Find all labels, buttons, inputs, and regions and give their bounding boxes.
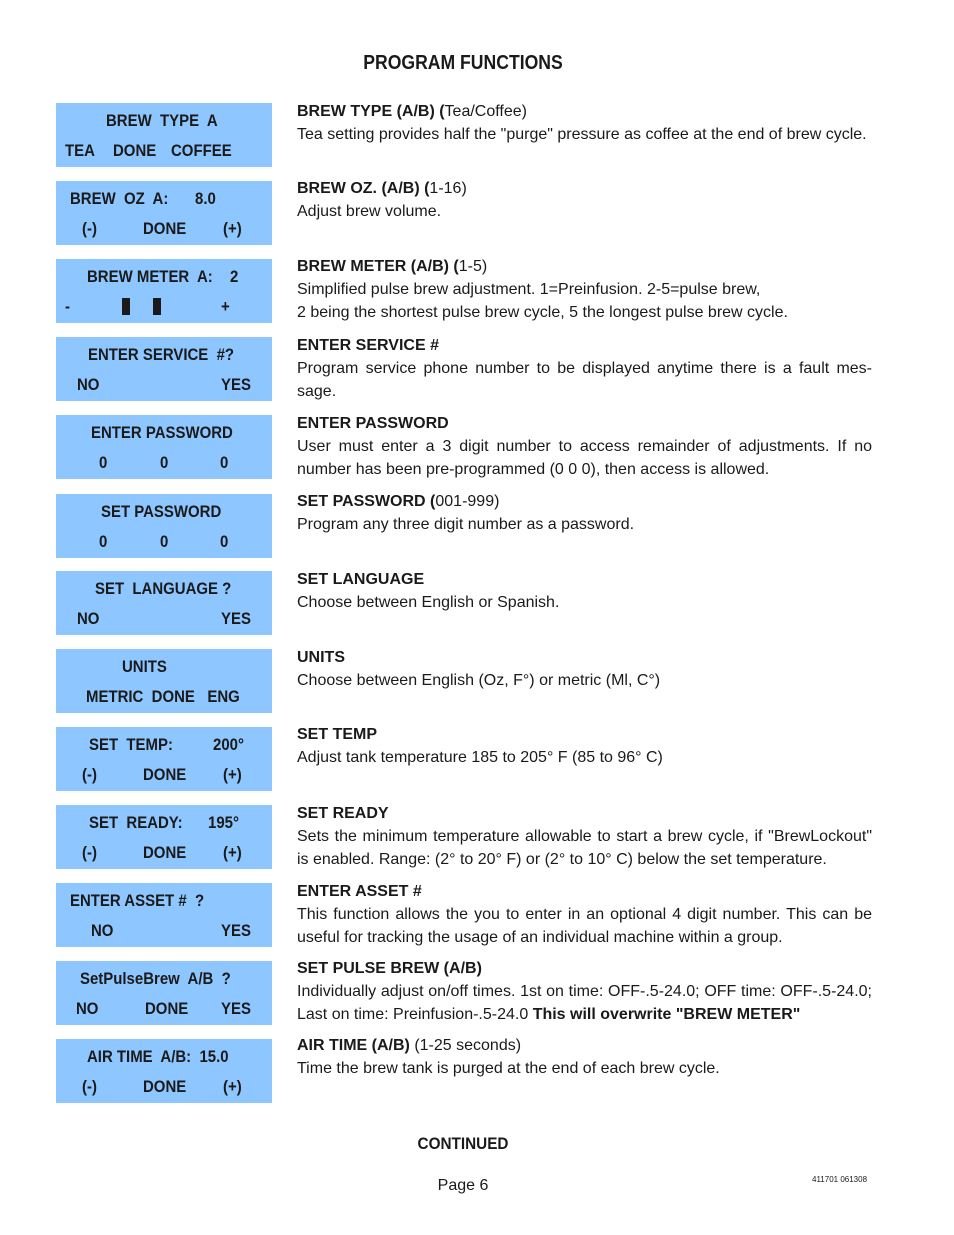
display-panel-brew-oz bbox=[56, 181, 272, 245]
password-digit-3: 0 bbox=[220, 532, 229, 551]
section-set-pulse-brew bbox=[297, 957, 872, 1026]
page-number: Page 6 bbox=[437, 1177, 489, 1194]
section-heading: AIR TIME (A/B) bbox=[297, 1037, 410, 1054]
section-set-language bbox=[297, 568, 872, 614]
panel-option-right: COFFEE bbox=[171, 141, 232, 160]
section-enter-service bbox=[297, 334, 872, 403]
panel-option-left: NO bbox=[76, 999, 99, 1018]
section-enter-asset bbox=[297, 880, 872, 949]
display-panel-brew-type bbox=[56, 103, 272, 167]
display-panel-set-pulse-brew bbox=[56, 961, 272, 1025]
panel-line1: ENTER ASSET # ? bbox=[70, 891, 205, 910]
panel-option-right: + bbox=[221, 297, 230, 316]
page-title: PROGRAM FUNCTIONS bbox=[363, 52, 563, 74]
panel-line1: BREW OZ A: bbox=[70, 189, 169, 208]
section-heading: SET PULSE BREW (A/B) bbox=[297, 960, 482, 977]
panel-line1: ENTER PASSWORD bbox=[91, 423, 233, 442]
panel-option-middle: DONE bbox=[143, 843, 187, 862]
password-digit-1: 0 bbox=[99, 453, 108, 472]
section-air-time bbox=[297, 1034, 872, 1080]
section-set-password bbox=[297, 490, 872, 536]
password-digit-2: 0 bbox=[160, 453, 169, 472]
password-digit-2: 0 bbox=[160, 532, 169, 551]
panel-line1: SET READY: bbox=[89, 813, 183, 832]
section-heading: ENTER SERVICE # bbox=[297, 337, 439, 354]
section-heading-note: 001-999) bbox=[435, 493, 500, 510]
display-panel-enter-password bbox=[56, 415, 272, 479]
section-body: Time the brew tank is purged at the end of each brew cycle. bbox=[297, 1060, 720, 1077]
panel-option-middle: DONE bbox=[113, 141, 157, 160]
panel-option-left: (-) bbox=[82, 1077, 97, 1096]
panel-option-left: NO bbox=[77, 375, 100, 394]
section-body: Adjust tank temperature 185 to 205° F (85 to 96° C) bbox=[297, 749, 663, 766]
panel-line1: SET PASSWORD bbox=[101, 502, 222, 521]
section-body-line2: 2 being the shortest pulse brew cycle, 5 the longest pulse brew cycle. bbox=[297, 304, 788, 321]
section-brew-oz bbox=[297, 177, 872, 223]
panel-value: 200° bbox=[213, 735, 244, 754]
section-heading: SET PASSWORD ( bbox=[297, 493, 436, 510]
section-heading: SET TEMP bbox=[297, 726, 378, 743]
section-body: Program any three digit number as a password. bbox=[297, 516, 635, 533]
panel-options: METRIC DONE ENG bbox=[86, 687, 240, 706]
section-body: User must enter a 3 digit number to access remainder of adjustments. If no number has been pre-programmed (0 0 0), then access is allowed. bbox=[297, 438, 872, 478]
panel-option-left: TEA bbox=[65, 141, 95, 160]
section-body: Simplified pulse brew adjustment. 1=Preinfusion. 2-5=pulse brew, bbox=[297, 281, 761, 298]
display-panel-brew-meter bbox=[56, 259, 272, 323]
section-heading: SET READY bbox=[297, 805, 389, 822]
section-body-text: Individually adjust on/off times. 1st on time: OFF-.5-24.0; OFF time: OFF-.5-24.0; Last on time: Preinfusion-.5-24.0 bbox=[297, 983, 872, 1023]
panel-option-left: (-) bbox=[82, 843, 97, 862]
panel-option-right: YES bbox=[221, 999, 251, 1018]
section-heading: BREW TYPE (A/B) ( bbox=[297, 103, 445, 120]
panel-value: 2 bbox=[230, 267, 239, 286]
section-body: Program service phone number to be displayed anytime there is a fault mes-sage. bbox=[297, 360, 872, 400]
section-heading: ENTER ASSET # bbox=[297, 883, 422, 900]
section-heading-note: 1-5) bbox=[458, 258, 488, 275]
panel-option-middle: DONE bbox=[143, 1077, 187, 1096]
section-heading: BREW OZ. (A/B) ( bbox=[297, 180, 430, 197]
panel-option-left: NO bbox=[77, 609, 100, 628]
display-panel-set-ready bbox=[56, 805, 272, 869]
panel-option-left: (-) bbox=[82, 219, 97, 238]
password-digit-1: 0 bbox=[99, 532, 108, 551]
section-body: Choose between English or Spanish. bbox=[297, 594, 560, 611]
panel-line1: ENTER SERVICE #? bbox=[88, 345, 235, 364]
panel-option-middle: DONE bbox=[143, 219, 187, 238]
meter-bar-block bbox=[122, 298, 130, 315]
panel-line1: SetPulseBrew A/B ? bbox=[80, 969, 231, 988]
section-heading: ENTER PASSWORD bbox=[297, 415, 449, 432]
panel-value: 8.0 bbox=[195, 189, 216, 208]
panel-line1: UNITS bbox=[122, 657, 167, 676]
section-body-note: This will overwrite "BREW METER" bbox=[532, 1006, 801, 1023]
continued-label: CONTINUED bbox=[417, 1134, 509, 1153]
panel-option-right: (+) bbox=[223, 1077, 242, 1096]
panel-option-left: (-) bbox=[82, 765, 97, 784]
display-panel-units bbox=[56, 649, 272, 713]
section-brew-type bbox=[297, 100, 872, 146]
section-heading: BREW METER (A/B) ( bbox=[297, 258, 459, 275]
panel-line1: AIR TIME A/B: 15.0 bbox=[87, 1047, 229, 1066]
panel-option-right: YES bbox=[221, 921, 251, 940]
section-heading: UNITS bbox=[297, 649, 345, 666]
section-body: Tea setting provides half the "purge" pressure as coffee at the end of brew cycle. bbox=[297, 126, 867, 143]
section-heading-note: Tea/Coffee) bbox=[444, 103, 527, 120]
section-body: Adjust brew volume. bbox=[297, 203, 442, 220]
panel-option-left: NO bbox=[91, 921, 114, 940]
section-heading: SET LANGUAGE bbox=[297, 571, 425, 588]
display-panel-enter-service bbox=[56, 337, 272, 401]
panel-option-middle: DONE bbox=[143, 765, 187, 784]
document-code: 411701 061308 bbox=[812, 1175, 868, 1184]
section-units bbox=[297, 646, 872, 692]
display-panel-enter-asset bbox=[56, 883, 272, 947]
meter-bar-block bbox=[153, 298, 161, 315]
section-body: Sets the minimum temperature allowable to start a brew cycle, if "BrewLockout" is enabled. Range: (2° to 20° F) or (2° to 10° C) below the set temperature. bbox=[297, 828, 872, 868]
panel-line1: SET TEMP: bbox=[89, 735, 173, 754]
panel-option-left: - bbox=[65, 297, 70, 316]
section-heading-note: (1-25 seconds) bbox=[409, 1037, 522, 1054]
panel-option-middle: DONE bbox=[145, 999, 189, 1018]
panel-line1: BREW TYPE A bbox=[106, 111, 218, 130]
section-body bbox=[297, 980, 872, 1026]
section-body: This function allows the you to enter in an optional 4 digit number. This can be useful for tracking the usage of an individual machine within a group. bbox=[297, 906, 872, 946]
display-panel-set-temp bbox=[56, 727, 272, 791]
section-enter-password bbox=[297, 412, 872, 481]
section-body: Choose between English (Oz, F°) or metric (Ml, C°) bbox=[297, 672, 661, 689]
display-panel-set-language bbox=[56, 571, 272, 635]
panel-option-right: YES bbox=[221, 609, 251, 628]
panel-option-right: (+) bbox=[223, 219, 242, 238]
panel-option-right: (+) bbox=[223, 765, 242, 784]
panel-value: 195° bbox=[208, 813, 239, 832]
display-panel-set-password bbox=[56, 494, 272, 558]
panel-option-right: YES bbox=[221, 375, 251, 394]
panel-option-right: (+) bbox=[223, 843, 242, 862]
section-set-ready bbox=[297, 802, 872, 871]
section-brew-meter bbox=[297, 255, 872, 324]
display-panel-air-time bbox=[56, 1039, 272, 1103]
password-digit-3: 0 bbox=[220, 453, 229, 472]
section-set-temp bbox=[297, 723, 872, 769]
section-heading-note: 1-16) bbox=[429, 180, 467, 197]
panel-line1: BREW METER A: bbox=[87, 267, 213, 286]
panel-line1: SET LANGUAGE ? bbox=[95, 579, 232, 598]
